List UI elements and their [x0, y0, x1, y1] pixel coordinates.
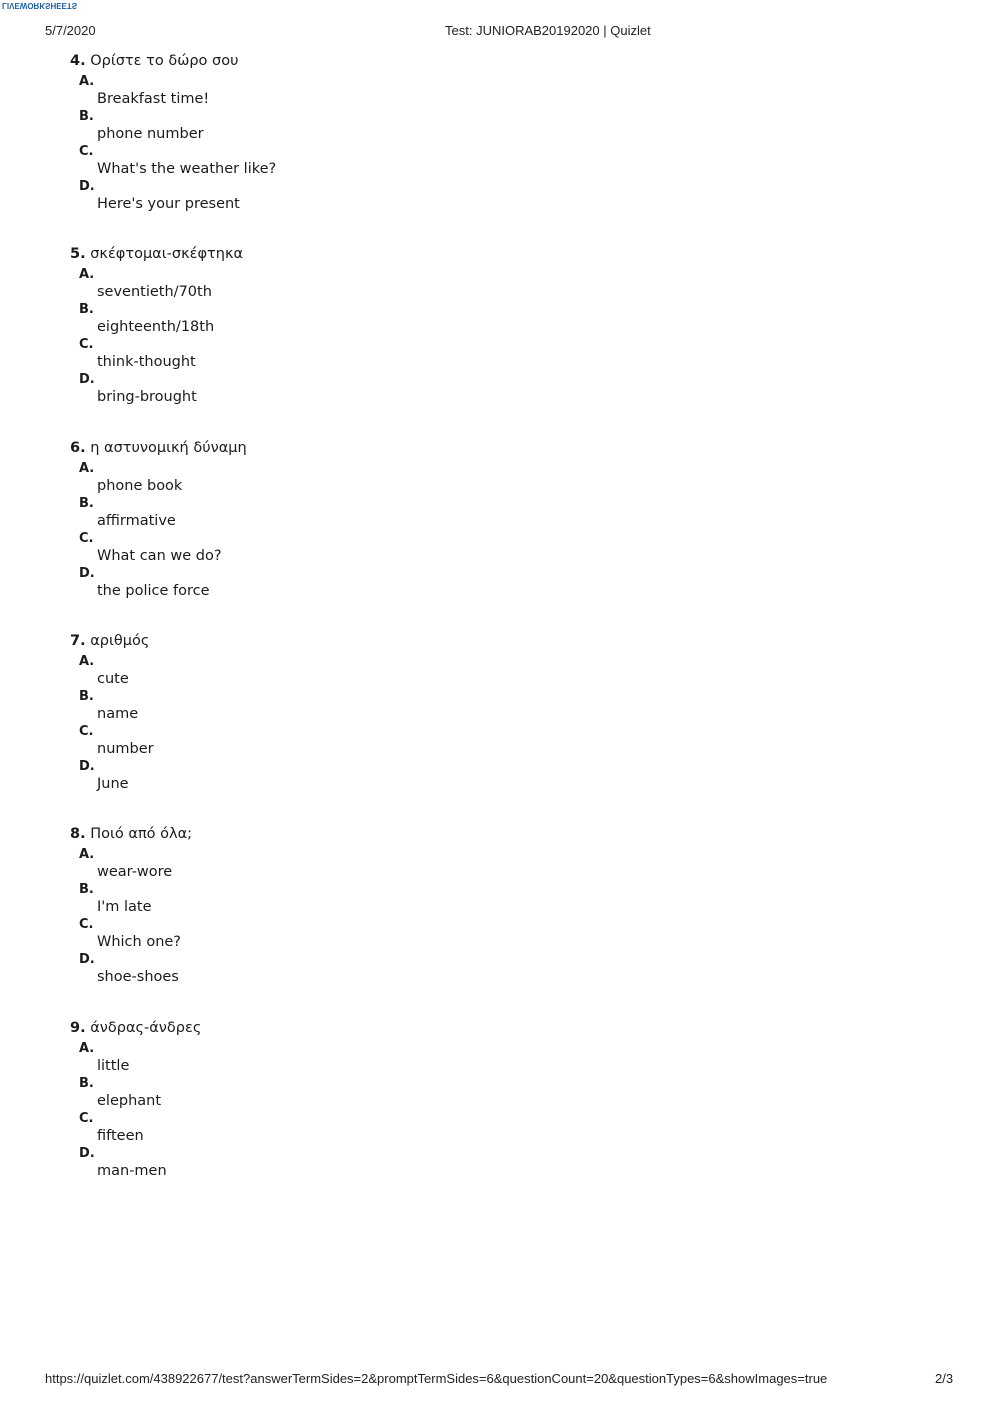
option-letter-a: A.	[79, 461, 95, 476]
option-letter-d: D.	[79, 952, 95, 967]
option-letter-d: D.	[79, 372, 95, 387]
question-9	[70, 1019, 670, 1182]
option-letter-d: D.	[79, 179, 95, 194]
question-text: η αστυνομική δύναμη	[90, 440, 247, 456]
option-letter-c: C.	[79, 724, 94, 739]
option-letter-b: B.	[79, 496, 94, 511]
option-b[interactable]: elephant	[97, 1093, 162, 1109]
question-number: 9.	[70, 1020, 86, 1036]
option-a[interactable]: Breakfast time!	[97, 91, 210, 107]
question-text: σκέφτομαι-σκέφτηκα	[90, 246, 244, 262]
option-letter-a: A.	[79, 1041, 95, 1056]
option-c[interactable]: What's the weather like?	[97, 161, 277, 177]
option-b[interactable]: phone number	[97, 126, 204, 142]
question-7	[70, 632, 670, 795]
page-number: 2/3	[935, 1371, 954, 1386]
option-a[interactable]: phone book	[97, 478, 183, 494]
option-letter-a: A.	[79, 267, 95, 282]
option-a[interactable]: cute	[97, 671, 129, 687]
print-header	[45, 23, 955, 41]
question-number: 4.	[70, 53, 86, 69]
question-text: αριθμός	[90, 633, 150, 649]
liveworksheets-logo: LIVEWORKSHEETS	[2, 1, 78, 10]
option-d[interactable]: June	[97, 776, 129, 792]
option-d[interactable]: man-men	[97, 1163, 167, 1179]
question-4	[70, 52, 670, 215]
question-text: άνδρας-άνδρες	[90, 1020, 202, 1036]
option-letter-a: A.	[79, 74, 95, 89]
option-c[interactable]: fifteen	[97, 1128, 144, 1144]
option-letter-b: B.	[79, 882, 94, 897]
option-b[interactable]: I'm late	[97, 899, 152, 915]
option-a[interactable]: little	[97, 1058, 130, 1074]
option-d[interactable]: bring-brought	[97, 389, 197, 405]
option-d[interactable]: Here's your present	[97, 196, 240, 212]
option-letter-c: C.	[79, 337, 94, 352]
option-letter-c: C.	[79, 531, 94, 546]
option-letter-b: B.	[79, 109, 94, 124]
option-c[interactable]: What can we do?	[97, 548, 222, 564]
option-letter-b: B.	[79, 1076, 94, 1091]
document-title: Test: JUNIORAB20192020 | Quizlet	[445, 23, 651, 38]
option-letter-d: D.	[79, 759, 95, 774]
option-letter-d: D.	[79, 566, 95, 581]
option-letter-c: C.	[79, 917, 94, 932]
option-letter-d: D.	[79, 1146, 95, 1161]
question-5	[70, 245, 670, 408]
question-number: 5.	[70, 246, 86, 262]
option-letter-b: B.	[79, 302, 94, 317]
question-number: 7.	[70, 633, 86, 649]
question-text: Ορίστε το δώρο σου	[90, 53, 239, 69]
question-prompt	[70, 439, 670, 457]
page-url: https://quizlet.com/438922677/test?answerTermSides=2&promptTermSides=6&questionCount=20&questionTypes=6&showImages=true	[45, 1371, 828, 1386]
question-prompt	[70, 52, 670, 70]
print-footer	[45, 1371, 955, 1389]
question-prompt	[70, 632, 670, 650]
option-letter-a: A.	[79, 654, 95, 669]
option-c[interactable]: think-thought	[97, 354, 196, 370]
option-c[interactable]: Which one?	[97, 934, 182, 950]
question-prompt	[70, 825, 670, 843]
option-letter-c: C.	[79, 1111, 94, 1126]
question-number: 6.	[70, 440, 86, 456]
question-prompt	[70, 245, 670, 263]
option-b[interactable]: name	[97, 706, 139, 722]
option-d[interactable]: the police force	[97, 583, 210, 599]
option-letter-a: A.	[79, 847, 95, 862]
question-prompt	[70, 1019, 670, 1037]
question-text: Ποιό από όλα;	[90, 826, 193, 842]
question-8	[70, 825, 670, 988]
option-b[interactable]: affirmative	[97, 513, 176, 529]
option-d[interactable]: shoe-shoes	[97, 969, 179, 985]
option-c[interactable]: number	[97, 741, 154, 757]
question-6	[70, 439, 670, 602]
option-letter-b: B.	[79, 689, 94, 704]
print-date: 5/7/2020	[45, 23, 96, 38]
question-number: 8.	[70, 826, 86, 842]
option-b[interactable]: eighteenth/18th	[97, 319, 215, 335]
option-a[interactable]: wear-wore	[97, 864, 173, 880]
option-a[interactable]: seventieth/70th	[97, 284, 212, 300]
option-letter-c: C.	[79, 144, 94, 159]
